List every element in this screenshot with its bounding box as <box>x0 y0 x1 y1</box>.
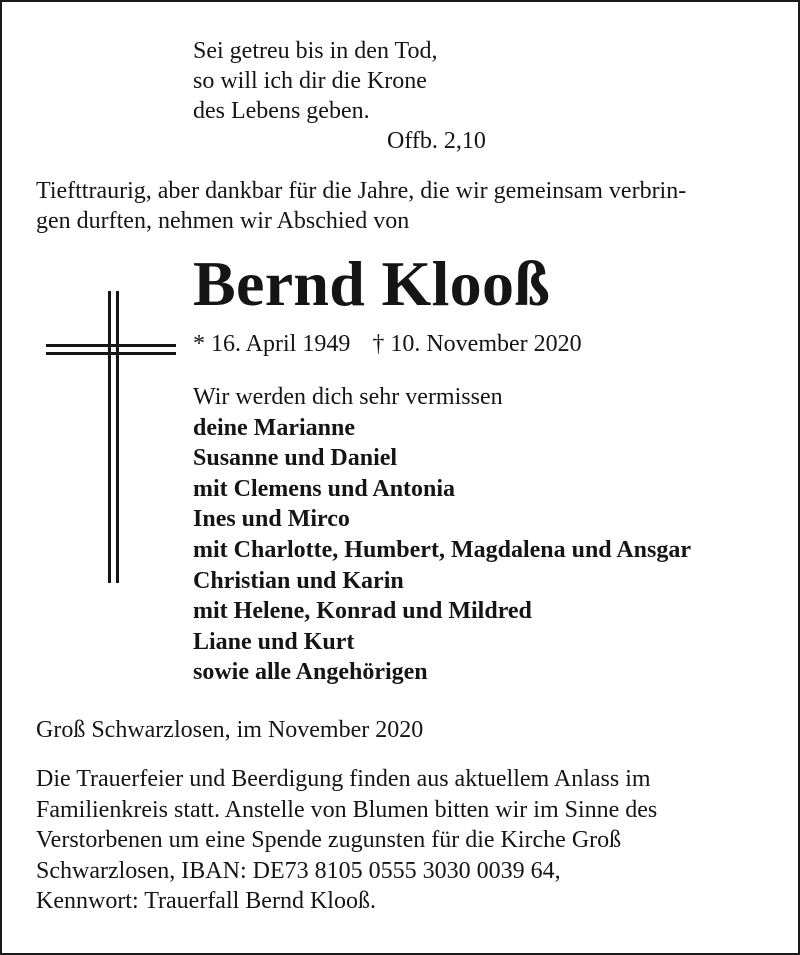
verse-line: Sei getreu bis in den Tod, <box>193 38 438 64</box>
mourner-name: Liane und Kurt <box>193 628 355 655</box>
mourners-list <box>193 382 691 688</box>
death-date: † 10. November 2020 <box>372 331 582 357</box>
life-dates <box>193 329 582 359</box>
birth-date: * 16. April 1949 <box>193 331 351 357</box>
funeral-notice <box>36 764 768 917</box>
notice-line: Schwarzlosen, IBAN: DE73 8105 0555 3030 0039 64, <box>36 857 561 884</box>
intro-text <box>36 176 776 236</box>
verse-line: so will ich dir die Krone <box>193 68 427 94</box>
intro-line: Tiefttraurig, aber dankbar für die Jahre, die wir gemeinsam verbrin- <box>36 178 687 204</box>
mourners-lead: Wir werden dich sehr vermissen <box>193 384 503 410</box>
verse-line: des Lebens geben. <box>193 98 370 124</box>
notice-line: Verstorbenen um eine Spende zugunsten für die Kirche Groß <box>36 827 622 853</box>
mourner-name: deine Marianne <box>193 414 355 441</box>
deceased-name: Bernd Klooß <box>193 248 551 319</box>
mourner-name: sowie alle Angehörigen <box>193 659 428 686</box>
mourner-name: mit Charlotte, Humbert, Magdalena und Ansgar <box>193 536 691 563</box>
verse-reference: Offb. 2,10 <box>387 128 486 154</box>
place-date: Groß Schwarzlosen, im November 2020 <box>36 717 424 743</box>
notice-line: Familienkreis statt. Anstelle von Blumen bitten wir im Sinne des <box>36 796 658 823</box>
mourner-name: mit Helene, Konrad und Mildred <box>193 598 532 625</box>
notice-line: Kennwort: Trauerfall Bernd Klooß. <box>36 888 376 914</box>
intro-line: gen durften, nehmen wir Abschied von <box>36 208 410 234</box>
cross-icon <box>46 291 176 583</box>
mourner-name: Ines und Mirco <box>193 506 350 533</box>
bible-verse <box>193 36 486 154</box>
mourner-name: Susanne und Daniel <box>193 445 398 472</box>
notice-line: Die Trauerfeier und Beerdigung finden aus aktuellem Anlass im <box>36 766 651 792</box>
mourner-name: mit Clemens und Antonia <box>193 475 456 502</box>
mourner-name: Christian und Karin <box>193 567 404 594</box>
